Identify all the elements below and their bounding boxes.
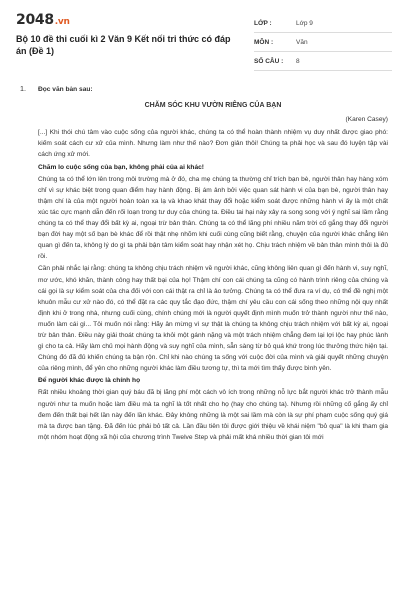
- passage-author: (Karen Casey): [345, 116, 388, 124]
- logo-text: 2048: [16, 12, 54, 28]
- site-logo[interactable]: [16, 12, 70, 28]
- passage-heading: Chăm lo cuộc sống của bạn, không phải của ai khác!: [38, 163, 204, 171]
- meta-row-subject: [254, 33, 392, 52]
- meta-value: Lớp 9: [296, 19, 313, 27]
- passage-paragraph: Chúng ta có thể lớn lên trong môi trường mà ở đó, cha mẹ chúng ta thường chỉ trích bạn bè, người thân hay hàng xóm chỉ vì sự khác biệt trong quan điểm hay hành động. Bị ám ảnh bởi việc quan sát hành vi của bạn bè, người thân hay thậm chí là của một người hoàn toàn xa lạ và khao khát thay đổi hoặc kiểm soát được những hành vi ấy là một chất xúc tác cực mạnh dẫn đến rối loạn trong tư duy của chúng ta. Điều tai hại này xảy ra song song với ý nghĩ sai lầm rằng chúng ta có thể thay đổi bất kỳ ai, ngoại trừ bản thân. Chúng ta có thể lãng phí nhiều năm trời cố gắng thay đổi người bạn đời hay một số bạn bè khác để rồi thật nhẹ nhõm khi cuối cùng cũng biết rằng, chuyện của người khác chẳng liên quan gì đến ta, không lý do gì ta phải bận tâm kiểm soát hay nhận xét họ. Chịu trách nhiệm về bản thân mình thôi là đủ rồi.: [38, 175, 388, 261]
- meta-value: 8: [296, 57, 300, 65]
- passage-paragraph: Rất nhiều khoảng thời gian quý báu đã bị lãng phí một cách vô ích trong những nỗ lực bắt người khác trở thành mẫu người như ta muốn hoặc làm điều mà ta nghĩ là tốt nhất cho họ (hay cho chúng ta). Nhưng rồi những cố gắng ấy chỉ đem đến thất bại hết lần này đến lần khác. Đây không những là một sai lầm mà còn là sự phí phạm cuộc sống quý giá mà ta được ban tặng. Đã đến lúc phải bỏ tất cả. Lần đầu tiên tôi được giới thiệu về khái niệm "bỏ qua" là khi tham gia một nhóm hoạt động xã hội của chương trình Twelve Step và phải mất khá nhiều thời gian tôi mới: [38, 389, 388, 441]
- meta-label: LỚP :: [254, 19, 272, 27]
- meta-label: SỐ CÂU :: [254, 57, 284, 65]
- question-intro: Đọc văn bản sau:: [38, 86, 93, 93]
- passage-heading: Để người khác được là chính họ: [38, 377, 141, 385]
- passage-title: CHĂM SÓC KHU VƯỜN RIÊNG CỦA BẠN: [144, 102, 282, 110]
- passage-paragraph: [...] Khi thói chú tâm vào cuộc sống của người khác, chúng ta có thể hoàn thành nhiệm vụ duy nhất được giao phó: kiếm soát cách cư xử của mình. Nhưng làm như thế nào? Đơn giản thôi! Chúng ta phải học và sau đó luyện tập vài cách ứng xử mới.: [38, 129, 388, 159]
- passage-paragraph: Cần phải nhắc lại rằng: chúng ta không chịu trách nhiệm về người khác, cũng không liên quan gì đến hành vi, suy nghĩ, mơ ước, khó khăn, thành công hay thất bại của họ! Thậm chí con cái chúng ta cũng có hành trình riêng của chúng và cái gọi là sự kiểm soát của cha đối với con cái thật ra chỉ là ảo tưởng. Chúng ta có thể đưa ra ví dụ, có thể đề nghị một khuôn mẫu cư xử nào đó, có thể đặt ra các quy tắc đạo đức, thậm chí yêu cầu con cái sống theo những nội quy nhất định khi ở trong nhà, nhưng cuối cùng, chính chúng mới là người quyết định mình muốn trở thành người như thế nào, muốn làm cái gì... Tôi muốn nói rằng: Hãy ân mừng vì sự thật là chúng ta không chịu trách nhiệm với bất kỳ ai, ngoại trừ bản thân. Điều này giải thoát chúng ta khỏi một gánh nặng và một trách nhiệm chẳng đem lại lợi lộc hay phúc lành gì cho ta cả. Hãy làm chủ mọi hành động và suy nghĩ của mình, sẵn sàng từ bỏ quá khứ trong lúc thưởng thức hiện tại. Chúng đó đã đủ khiến chúng ta bận rộn. Chỉ khi nào chúng ta sống với cuộc đời của mình và giải quyết những chuyện của riêng mình, để yên cho những người khác làm điều tương tự, thì ta mới tìm thấy được bình yên.: [38, 265, 388, 373]
- meta-row-class: [254, 14, 392, 33]
- meta-label: MÔN :: [254, 38, 274, 46]
- document-title: Bộ 10 đề thi cuối kì 2 Văn 9 Kết nối tri thức có đáp án (Đề 1): [16, 34, 231, 56]
- meta-value: Văn: [296, 38, 308, 46]
- document-meta: [254, 14, 392, 71]
- logo-suffix: .vn: [54, 17, 70, 27]
- meta-row-question-count: [254, 52, 392, 71]
- document-header: [8, 8, 392, 70]
- question-number: 1.: [20, 84, 26, 93]
- question-body: [38, 84, 388, 444]
